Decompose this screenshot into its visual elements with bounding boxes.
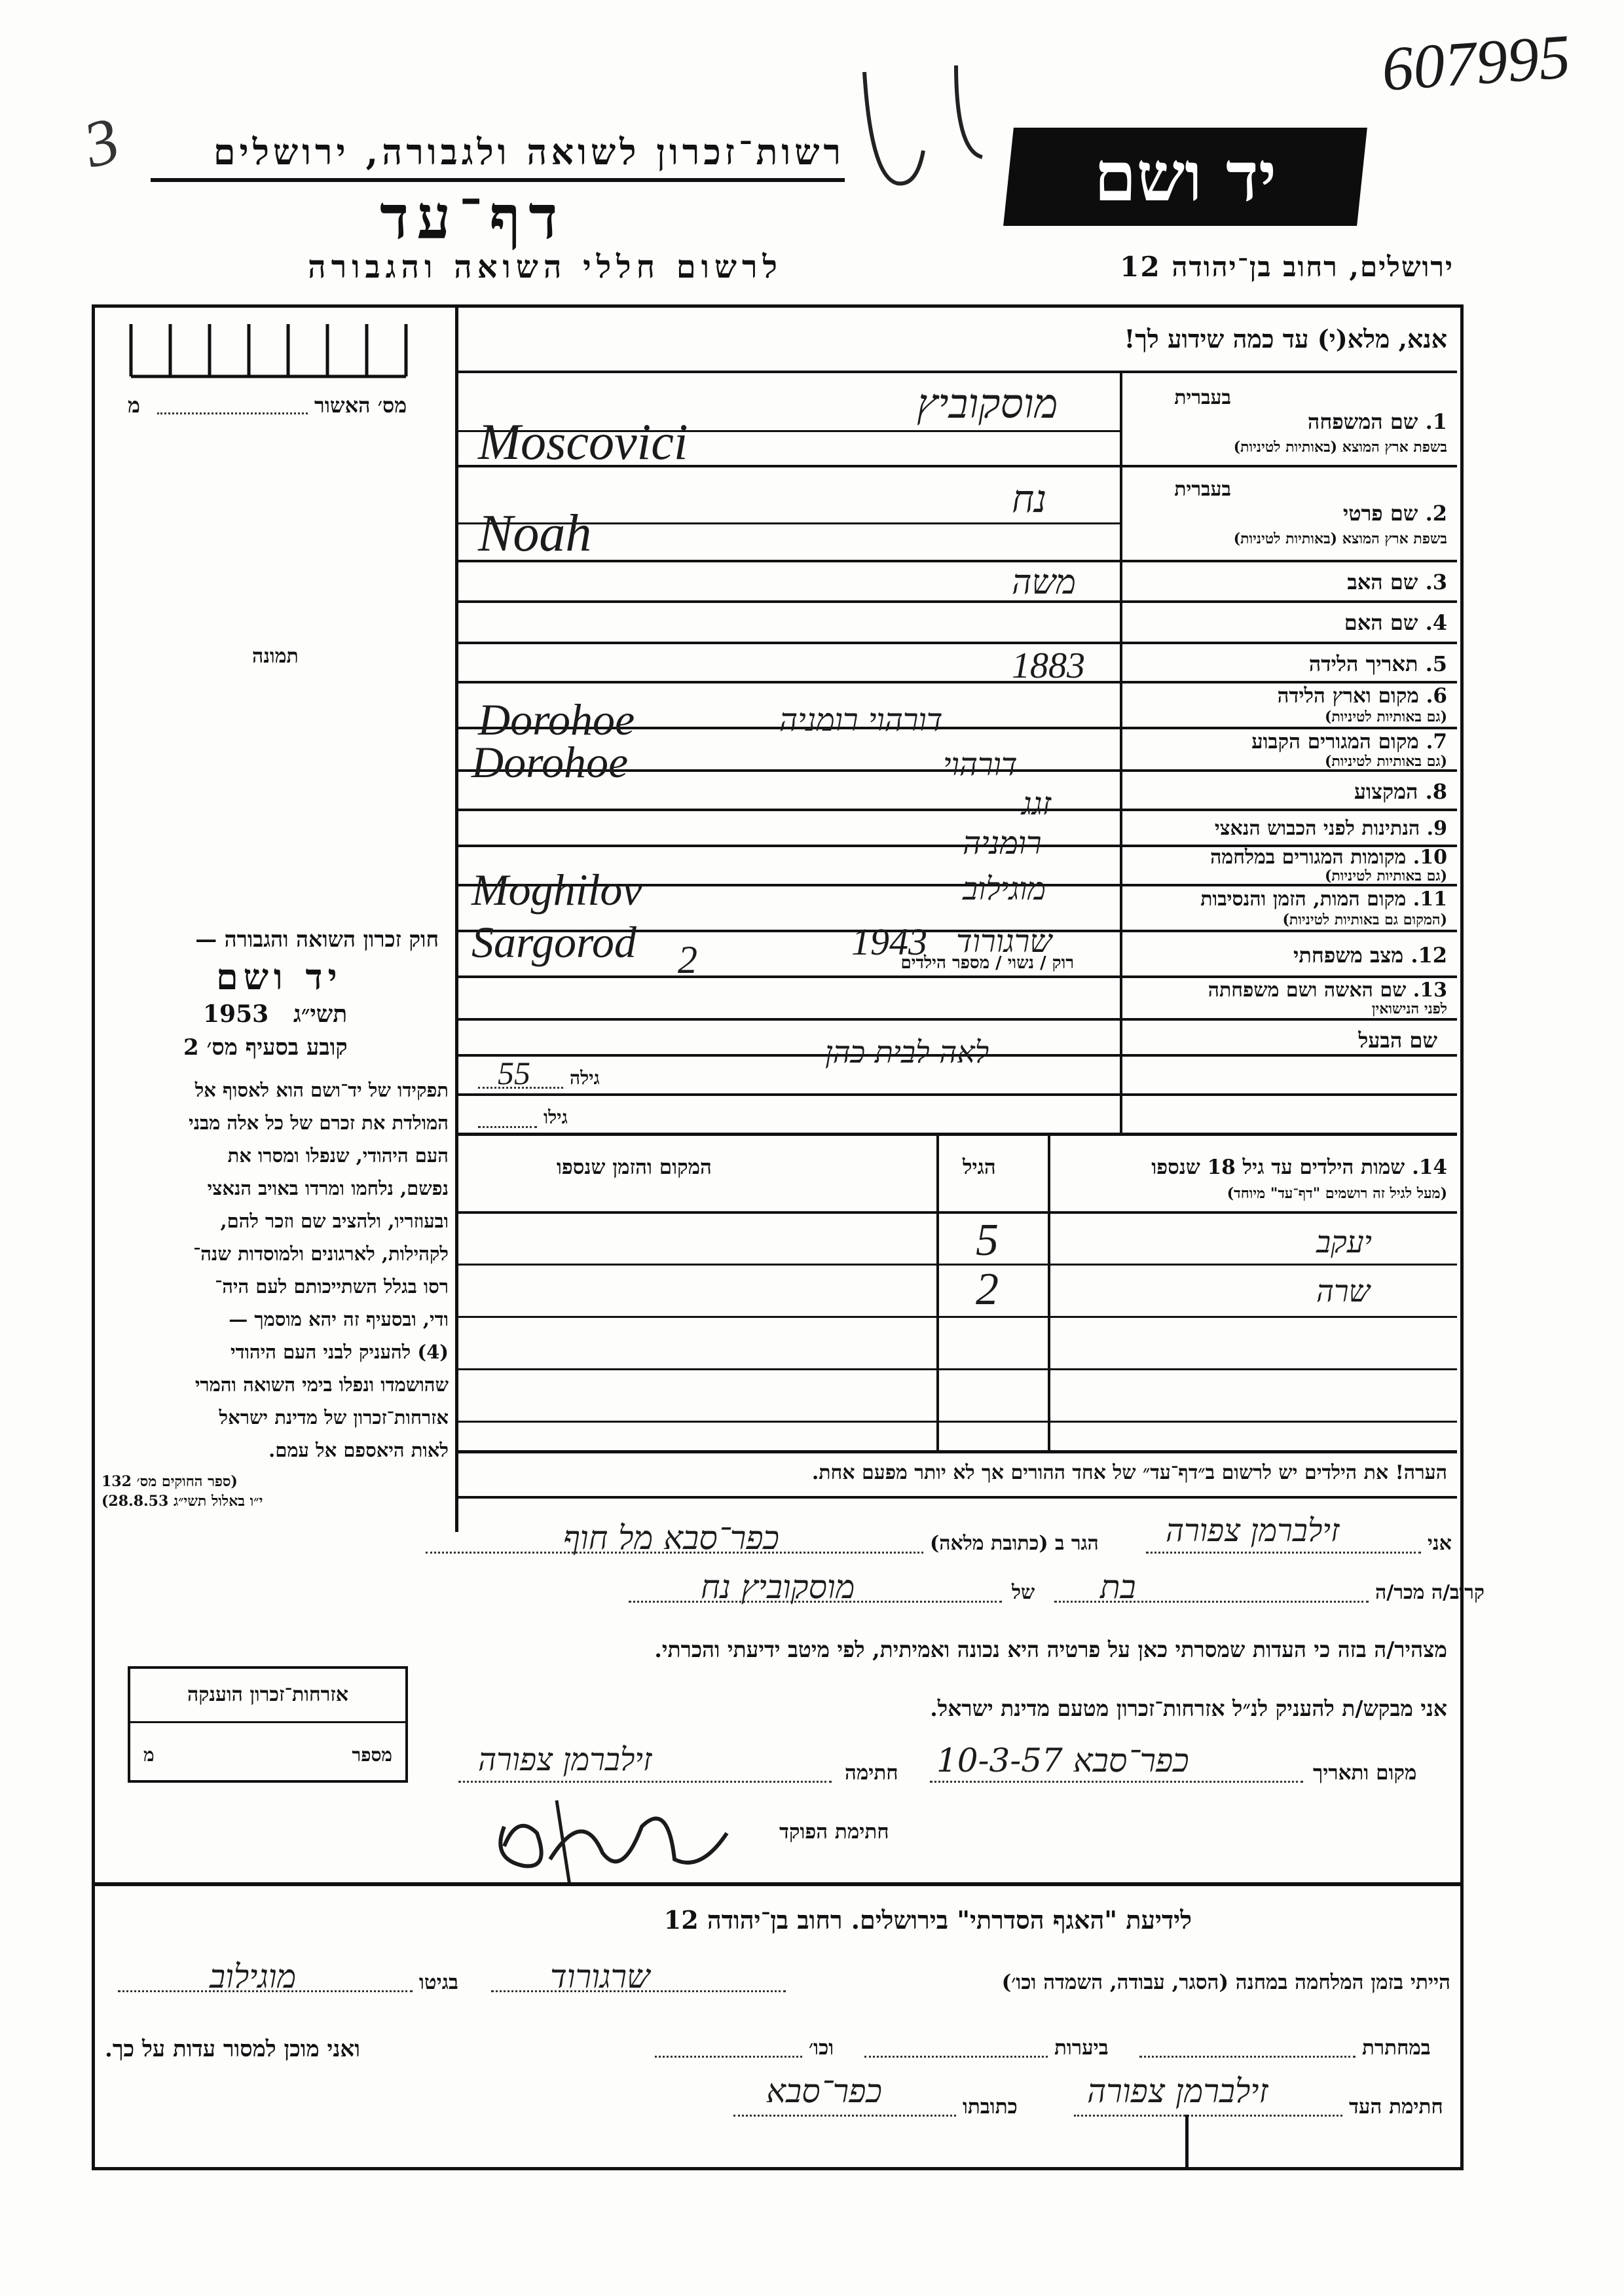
ghetto-label: בגיטו: [419, 1971, 458, 1994]
law-line: תפקידו של יד־ושם הוא לאסוף אל: [194, 1079, 449, 1101]
children-bottom-line: [458, 1450, 1457, 1453]
field-2-sub: בשפת ארץ המוצא (באותיות לטיניות): [1233, 530, 1447, 547]
children-label: 14. שמות הילדים עד גיל 18 שנספו: [1151, 1156, 1447, 1179]
field-husband-label: שם הבעל: [1358, 1028, 1437, 1053]
marital-options: רוק / נשוי / מספר הילדים: [900, 953, 1074, 973]
grant-box: [128, 1666, 408, 1783]
birthplace-hebrew: דורהוי רומניה: [779, 702, 943, 738]
wartime-residence-latin: Moghilov: [471, 865, 642, 915]
field-11-sub: (המקום גם באותיות לטיניות): [1282, 911, 1447, 928]
residence-hebrew: דורהוי: [943, 746, 1018, 783]
death-place-hebrew: שרגורוד: [956, 923, 1052, 960]
law-section: קובע בסעיף מס׳ 2: [183, 1034, 348, 1061]
law-line: ודי, ובסעיף זה יהא מוסמך —: [229, 1308, 449, 1330]
signature-label: חתימה: [845, 1761, 898, 1785]
field-8-label: 8. המקצוע: [1354, 779, 1447, 804]
law-line: רסו בגלל השתייכותם לעם היה־: [215, 1275, 449, 1298]
field-6-sub: (גם באותיות לטיניות): [1324, 708, 1447, 725]
declaration-request: אני מבקש/ת להעניק לנ״ל אזרחות־זכרון מטעם מדינת ישראל.: [930, 1696, 1447, 1721]
death-place-latin: Sargorod: [471, 917, 637, 967]
instruction-text: אנא, מלא(י) עד כמה שידוע לך!: [1124, 324, 1447, 354]
forests-label: ביערות: [1054, 2036, 1109, 2060]
children-row-line: [458, 1368, 1457, 1370]
footer-stroke: [1185, 2115, 1189, 2167]
cert-line: [157, 412, 308, 414]
signature-line: [458, 1781, 832, 1783]
birth-date: 1883: [1012, 646, 1085, 686]
child-1-age: 5: [976, 1215, 999, 1266]
photo-label: תמונה: [252, 645, 299, 668]
handwritten-mark-icon: [851, 52, 1008, 210]
children-count: 2: [678, 938, 697, 981]
law-ref-2: י״ו באלול תשי״ג 28.8.53): [101, 1493, 263, 1510]
ghetto-value: מוגילוב: [210, 1958, 297, 1995]
form-title: דף־עד: [380, 182, 566, 253]
birthplace-latin: Dorohoe: [478, 695, 635, 744]
camp-label: הייתי בזמן המלחמה במחנה (הסגר, עבודה, השמדה וכו׳): [1001, 1971, 1450, 1994]
header-address: ירושלים, רחוב בן־יהודה 12: [1120, 251, 1454, 283]
declarant-name: זילברמן צפורה: [1166, 1512, 1340, 1549]
field-1-sub: בשפת ארץ המוצא (באותיות לטיניות): [1233, 439, 1447, 456]
grant-box-divider: [130, 1721, 405, 1723]
firstname-latin: Noah: [478, 505, 592, 562]
firstname-hebrew: נח: [1012, 477, 1047, 521]
father-name: משה: [1012, 563, 1077, 602]
underground-label: במחתרת: [1362, 2036, 1431, 2060]
field-4-label: 4. שם האם: [1344, 610, 1447, 635]
law-line: העם היהודי, שנפלו ומסרו את: [227, 1144, 449, 1167]
field-1-tag: בעברית: [1174, 386, 1231, 409]
declarant-line: [1146, 1552, 1421, 1554]
official-sig-label: חתימת הפוקד: [779, 1820, 889, 1844]
children-col-div-1: [936, 1136, 939, 1450]
wife-age: 55: [498, 1055, 530, 1091]
place-date-line: [930, 1781, 1303, 1783]
relation-label: קרוב/ה מכר/ה: [1375, 1581, 1485, 1604]
place-date-value: כפר־סבא 10-3-57: [936, 1741, 1189, 1779]
child-1-name: יעקב: [1316, 1224, 1372, 1260]
field-7-sub: (גם באותיות לטיניות): [1324, 753, 1447, 770]
law-line: המולדת את זכרם של כל אלה מבני: [189, 1112, 449, 1134]
law-line: נפשם, נלחמו ומרדו באויב הנאצי: [207, 1177, 449, 1199]
surname-hebrew: מוסקוביץ: [917, 380, 1058, 428]
field-labels: [1123, 373, 1454, 1136]
footer-title: לידיעת "האגף הסדרתי" בירושלים. רחוב בן־יהודה 12: [663, 1905, 1192, 1935]
cert-suffix: מ: [128, 393, 140, 418]
witness-address: כפר־סבא: [766, 2072, 882, 2110]
children-row-line: [458, 1264, 1457, 1266]
field-10-sub: (גם באותיות לטיניות): [1324, 867, 1447, 884]
children-col-div-2: [1048, 1136, 1050, 1450]
children-header-line: [458, 1211, 1457, 1214]
official-signature-icon: [478, 1787, 760, 1892]
wife-age-label: גילה: [570, 1067, 600, 1089]
field-2-tag: בעברית: [1174, 478, 1231, 501]
occupation: זגג: [1022, 786, 1052, 822]
surname-latin: Moscovici: [478, 413, 688, 470]
residence-latin: Dorohoe: [471, 737, 629, 787]
declaration-statement: מצהיר/ה בזה כי העדות שמסרתי כאן על פרטיה היא נכונה ואמיתית, לפי מיטב ידיעתי והכרתי.: [654, 1637, 1447, 1662]
children-row-line: [458, 1421, 1457, 1423]
husband-age-label: גילו: [544, 1106, 568, 1128]
of-label: של: [1012, 1581, 1035, 1604]
children-row-line: [458, 1316, 1457, 1318]
etc-line: [655, 2056, 802, 2058]
cert-label: מס׳ האשור: [314, 393, 407, 418]
note-bottom-line: [458, 1496, 1457, 1499]
children-sub: (מעל לגיל זה רושמים "דף־עד" מיוחד): [1227, 1185, 1447, 1202]
witness-address-line: [733, 2115, 956, 2117]
wife-name: לאה לבית כהן: [825, 1034, 989, 1070]
grant-box-suffix: מ: [143, 1744, 155, 1766]
footer-top-line: [92, 1882, 1460, 1886]
pencil-mark: 3: [76, 103, 127, 182]
place-date-label: מקום ותאריך: [1313, 1761, 1417, 1785]
cert-number-grid: [118, 318, 439, 383]
form-subtitle: לרשום חללי השואה והגבורה: [308, 249, 783, 285]
field-12-label: 12. מצב משפחתי: [1293, 943, 1447, 968]
law-text: [98, 1074, 449, 1467]
field-13-label: 13. שם האשה ושם משפחתה: [1208, 979, 1447, 1002]
underground-line: [1139, 2056, 1356, 2058]
law-ref-1: (ספר החוקים מס׳ 132: [101, 1473, 238, 1490]
law-year-row: [203, 1000, 347, 1028]
ready-label: ואני מוכן למסור עדות על כך.: [105, 2036, 360, 2062]
child-2-age: 2: [976, 1264, 999, 1315]
law-line: אזרחות־זכרון של מדינת ישראל: [219, 1406, 449, 1429]
camp-value: שרגורוד: [550, 1958, 650, 1995]
law-line: (4) להעניק לבני העם היהודי: [231, 1341, 449, 1363]
law-year: 1953: [203, 1000, 269, 1028]
death-year: 1943: [851, 920, 927, 963]
children-col-place: המקום והזמן שנספו: [557, 1156, 712, 1179]
nationality: רומניה: [963, 825, 1042, 862]
children-note: הערה! את הילדים יש לרשום ב״דף־עד״ של אחד ההורים אך לא יותר מפעם אחת.: [811, 1461, 1447, 1484]
declarant-address: כפר־סבא מל חוף: [563, 1519, 779, 1557]
wartime-residence-hebrew: מוגילוב: [963, 871, 1046, 907]
field-3-label: 3. שם האב: [1347, 570, 1447, 594]
field-2-label: 2. שם פרטי: [1342, 501, 1447, 526]
field-6-label: 6. מקום וארץ הלידה: [1277, 684, 1447, 708]
witness-sig-line: [1074, 2115, 1342, 2117]
field-11-label: 11. מקום המות, הזמן והנסיבות: [1200, 888, 1447, 911]
logo-text: יד ושם: [1094, 136, 1277, 217]
field-10-label: 10. מקומות המגורים במלחמה: [1210, 846, 1447, 869]
of-value: מוסקוביץ נח: [701, 1568, 855, 1606]
child-2-name: שרה: [1316, 1273, 1371, 1309]
law-line: ובעוזריו, ולהציב שם וזכר להם,: [220, 1210, 449, 1232]
ani-label: אני: [1428, 1532, 1452, 1555]
field-7-label: 7. מקום המגורים הקבוע: [1251, 730, 1447, 754]
witness-sig-label: חתימת העד: [1349, 2095, 1443, 2119]
etc-label: וכו׳: [809, 2036, 834, 2060]
field-9-label: 9. הנתינות לפני הכבוש הנאצי: [1214, 817, 1447, 840]
wife-age-line: [478, 1087, 563, 1089]
residing-label: הגר ב (כתובת מלאה): [930, 1532, 1099, 1555]
field-5-label: 5. תאריך הלידה: [1308, 651, 1447, 676]
law-line: לקהילות, לארגונים ולמוסדות שנה־: [193, 1243, 449, 1265]
grant-box-title: אזרחות־זכרון הוענקה: [187, 1683, 349, 1706]
children-col-age: הגיל: [963, 1156, 996, 1179]
address-label: כתובתו: [963, 2095, 1018, 2119]
forests-line: [864, 2056, 1048, 2058]
archive-stamp-number: 607995: [1379, 21, 1573, 104]
relation-value: בת: [1100, 1568, 1136, 1606]
field-1-label: 1. שם המשפחה: [1307, 409, 1447, 434]
field-13-sub: לפני הנישואין: [1371, 1000, 1447, 1017]
law-line: שהושמדו ונפלו בימי השואה והמרי: [194, 1374, 449, 1396]
witness-sig-value: זילברמן צפורה: [1087, 2072, 1268, 2110]
husband-age-line: [478, 1126, 537, 1128]
law-line: לאות היאספם אל עמם.: [268, 1439, 449, 1461]
grant-box-number-label: מספר: [352, 1744, 392, 1766]
cert-number-box: [118, 318, 439, 383]
law-year-hebrew: תשי״ג: [293, 1000, 348, 1028]
org-line: רשות־זכרון לשואה ולגבורה, ירושלים: [213, 131, 845, 173]
yad-vashem-logo: [1003, 128, 1367, 226]
law-title: חוק זכרון השואה והגבורה —: [195, 926, 439, 952]
law-name: יד ושם: [216, 956, 342, 998]
signature-value: זילברמן צפורה: [478, 1741, 652, 1778]
